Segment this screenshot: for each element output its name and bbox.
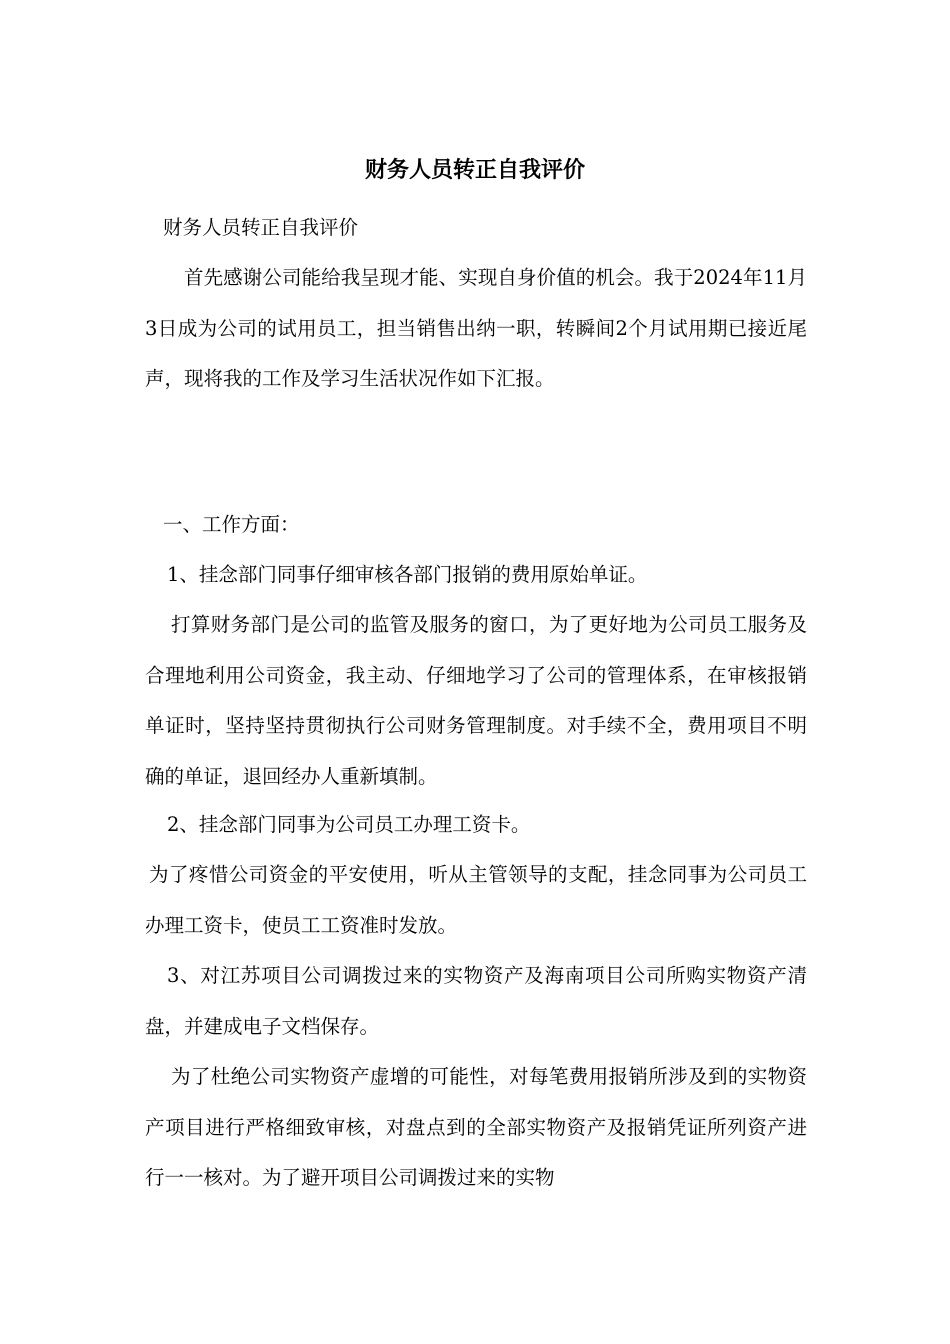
document-subtitle: 财务人员转正自我评价	[163, 216, 359, 239]
item-heading-3: 3、对江苏项目公司调拨过来的实物资产及海南项目公司所购实物资产清盘，并建成电子文档保存。	[145, 964, 807, 1038]
document-title: 财务人员转正自我评价	[364, 157, 585, 183]
item-heading-1: 1、挂念部门同事仔细审核各部门报销的费用原始单证。	[167, 563, 648, 586]
item-heading-2: 2、挂念部门同事为公司员工办理工资卡。	[167, 813, 531, 836]
section-heading-work: 一、工作方面：	[163, 513, 300, 536]
item-body-1: 打算财务部门是公司的监管及服务的窗口，为了更好地为公司员工服务及合理地利用公司资金，我主动、仔细地学习了公司的管理体系，在审核报销单证时，坚持坚持贯彻执行公司财务管理制度。对手续不全，费用项目不明确的单证，退回经办人重新填制。	[145, 613, 807, 789]
intro-paragraph: 首先感谢公司能给我呈现才能、实现自身价值的机会。我于2024年11月3日成为公司的试用员工，担当销售出纳一职，转瞬间2个月试用期已接近尾声，现将我的工作及学习生活状况作如下汇报。	[145, 266, 807, 391]
item-body-2: 为了疼惜公司资金的平安使用，听从主管领导的支配，挂念同事为公司员工办理工资卡，使员工工资准时发放。	[145, 863, 807, 937]
item-body-3: 为了杜绝公司实物资产虚增的可能性，对每笔费用报销所涉及到的实物资产项目进行严格细致审核，对盘点到的全部实物资产及报销凭证所列资产进行一一核对。为了避开项目公司调拨过来的实物	[145, 1065, 807, 1190]
